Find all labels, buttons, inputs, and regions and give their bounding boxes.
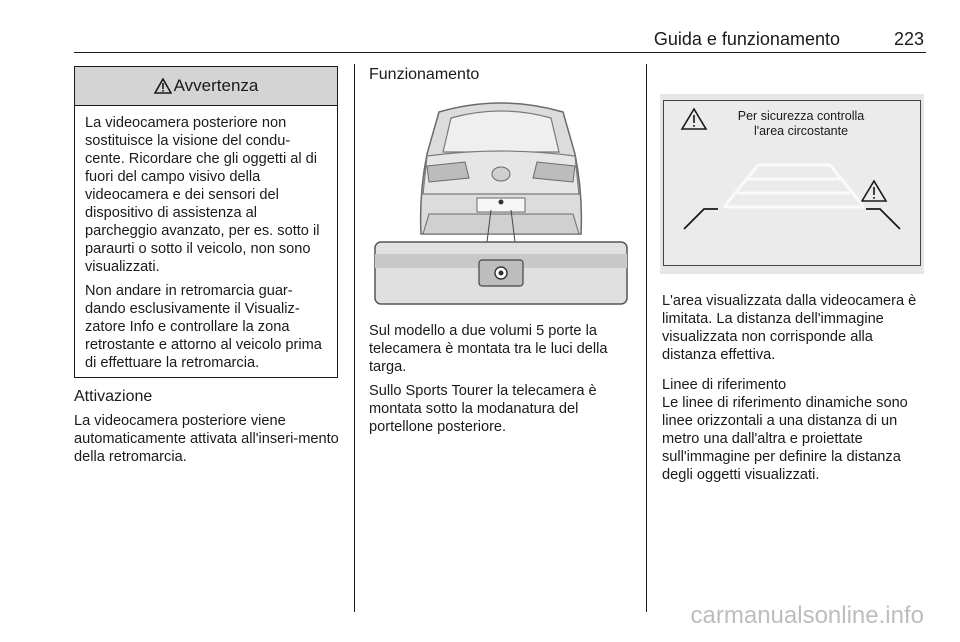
camera-display-illustration [660,94,924,274]
display-message [726,109,876,139]
display-message-line: Per sicurezza controlla [737,109,865,123]
funzionamento-text [369,322,637,442]
column-divider [646,64,647,612]
page-number: 223 [893,29,924,49]
warning-header [75,67,337,106]
attivazione-text: La videocamera posteriore viene automaticamente attivata all'inseri-mento della retromarcia. [74,413,339,465]
right-paragraph: L'area visualizzata dalla videocamera è limitata. La distanza dell'immagine visualizzata non corrisponde alla distanza effettiva. [662,293,917,363]
warning-title: Avvertenza [173,76,259,95]
warning-triangle-icon [154,78,172,94]
header-title: Guida e funzionamento [653,29,840,49]
linee-heading: Linee di riferimento [662,377,787,393]
attivazione-section [74,388,342,472]
warning-paragraph: La videocamera posteriore non sostituisce la visione del condu-cente. Ricordare che gli oggetti al di fuori del campo visivo della videocamera e dei sensori del dispositivo di assistenza al parcheggio avanzato, per es. sotto il paraurti o sotto il veicolo, non sono visualizzati. [85,115,320,275]
attivazione-heading: Attivazione [74,388,153,405]
warning-body [75,106,337,372]
warning-box [74,66,338,378]
funzionamento-heading: Funzionamento [369,66,480,83]
column-divider [354,64,355,612]
funzionamento-heading-wrap [369,66,635,90]
display-message-line: l'area circostante [753,124,849,138]
watermark-text: carmanualsonline.info [690,602,924,629]
funzionamento-paragraph: Sul modello a due volumi 5 porte la telecamera è montata tra le luci della targa. [369,323,608,375]
car-rear-camera-illustration [369,94,633,310]
warning-paragraph: Non andare in retromarcia guar-dando esclusivamente il Visualiz-zatore Info e controllare la zona retrostante e attorno al veicolo prima di effettuare la retromarcia. [85,283,322,371]
funzionamento-paragraph: Sullo Sports Tourer la telecamera è montata sotto la modanatura del portellone posteriore. [369,383,597,435]
linee-paragraph: Le linee di riferimento dinamiche sono linee orizzontali a una distanza di un metro una dall'altra e proiettate sull'immagine per definire la distanza degli oggetti visualizzati. [662,395,908,483]
page-header [74,26,926,53]
right-column-text [662,292,928,490]
display-screen [663,100,921,266]
